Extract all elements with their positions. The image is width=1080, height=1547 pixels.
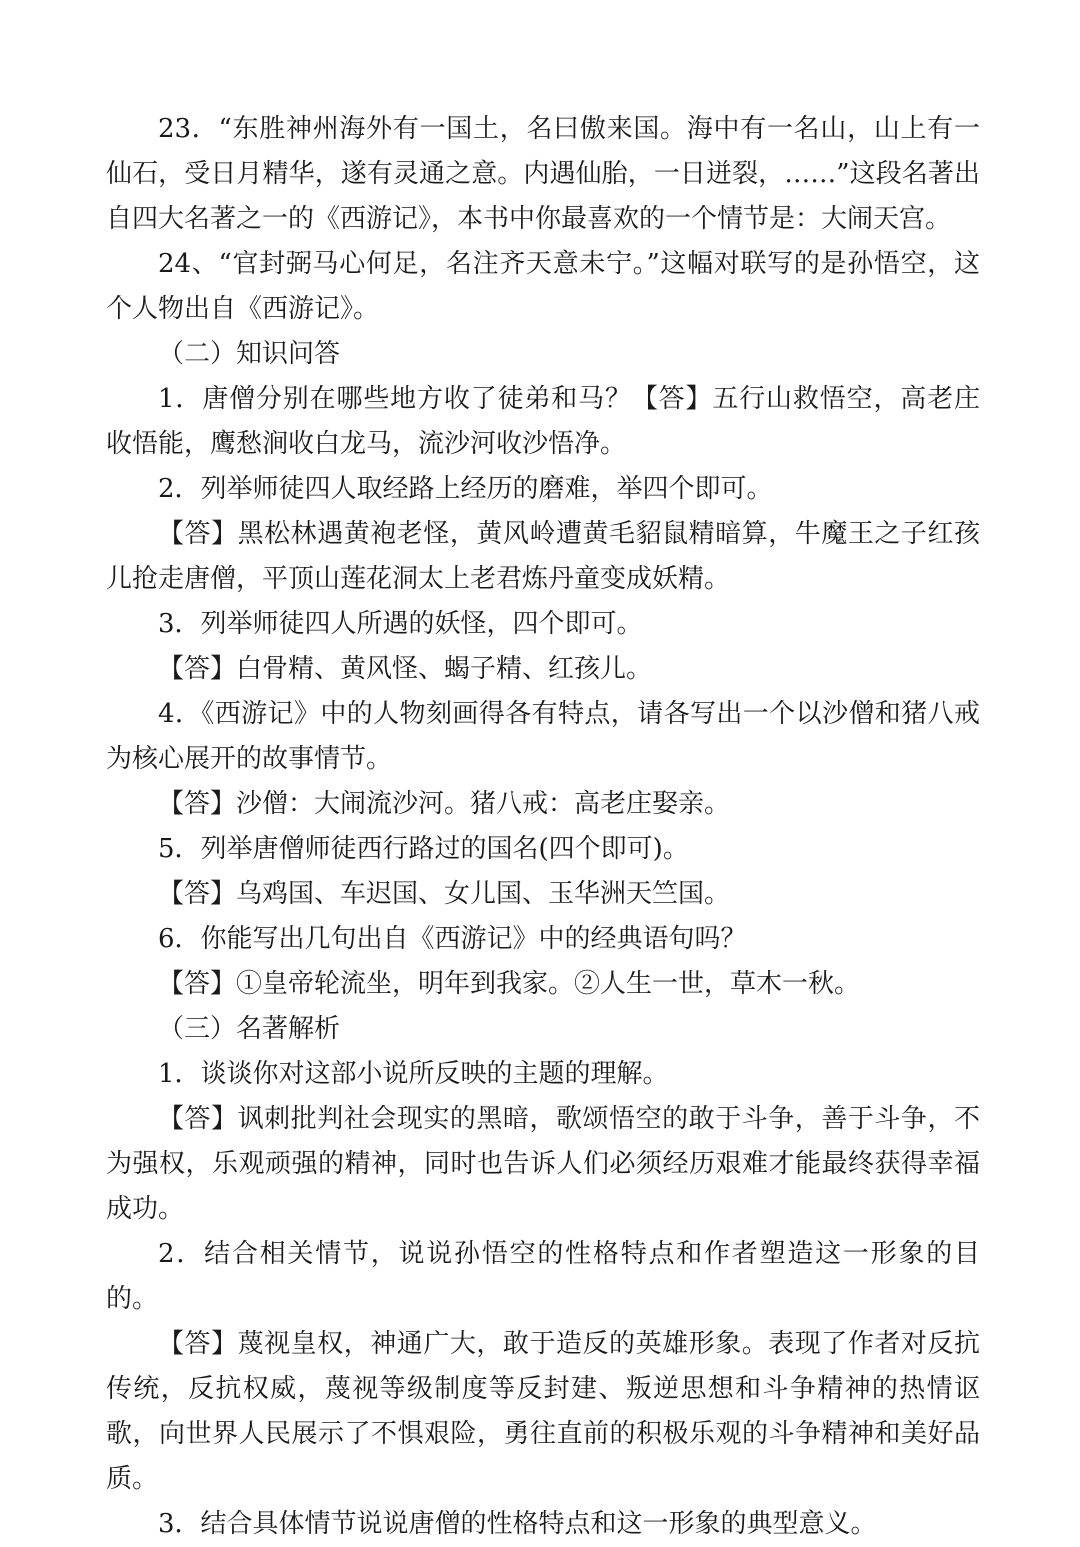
paragraph-q23: 23．“东胜神州海外有一国土，名曰傲来国。海中有一名山，山上有一仙石，受日月精华，遂有灵通之意。内遇仙胎，一日迸裂，……”这段名著出自四大名著之一的《西游记》，本书中你最喜欢的一个情节是：大闹天宫。 <box>106 114 980 234</box>
paragraph-analysis-1: 1．谈谈你对这部小说所反映的主题的理解。 <box>158 1059 669 1089</box>
paragraph-analysis-2: 2．结合相关情节，说说孙悟空的性格特点和作者塑造这一形象的目的。 <box>106 1239 980 1314</box>
paragraph-qa-6-answer: 【答】①皇帝轮流坐，明年到我家。②人生一世，草木一秋。 <box>158 969 861 999</box>
paragraph-qa-2-answer: 【答】黑松林遇黄袍老怪，黄风岭遭黄毛貂鼠精暗算，牛魔王之子红孩儿抢走唐僧，平顶山莲花洞太上老君炼丹童变成妖精。 <box>106 519 980 594</box>
section-heading-knowledge-qa: （二）知识问答 <box>158 339 341 369</box>
paragraph-qa-1: 1．唐僧分别在哪些地方收了徒弟和马？【答】五行山救悟空，高老庄收悟能，鹰愁涧收白龙马，流沙河收沙悟净。 <box>106 384 980 459</box>
paragraph-analysis-2-answer: 【答】蔑视皇权，神通广大，敢于造反的英雄形象。表现了作者对反抗传统，反抗权威，蔑视等级制度等反封建、叛逆思想和斗争精神的热情讴歌，向世界人民展示了不惧艰险，勇往直前的积极乐观的斗争精神和美好品质。 <box>106 1329 980 1494</box>
paragraph-qa-3: 3．列举师徒四人所遇的妖怪，四个即可。 <box>158 609 643 639</box>
paragraph-qa-4: 4．《西游记》中的人物刻画得各有特点，请各写出一个以沙僧和猪八戒为核心展开的故事情节。 <box>106 699 980 774</box>
paragraph-analysis-3: 3．结合具体情节说说唐僧的性格特点和这一形象的典型意义。 <box>158 1509 877 1539</box>
paragraph-analysis-1-answer: 【答】讽刺批判社会现实的黑暗，歌颂悟空的敢于斗争，善于斗争，不为强权，乐观顽强的精神，同时也告诉人们必须经历艰难才能最终获得幸福成功。 <box>106 1104 980 1224</box>
paragraph-qa-5: 5．列举唐僧师徒西行路过的国名(四个即可)。 <box>158 834 689 864</box>
paragraph-qa-4-answer: 【答】沙僧：大闹流沙河。猪八戒：高老庄娶亲。 <box>158 789 731 819</box>
paragraph-qa-5-answer: 【答】乌鸡国、车迟国、女儿国、玉华洲天竺国。 <box>158 879 731 909</box>
section-heading-book-analysis: （三）名著解析 <box>158 1014 341 1044</box>
paragraph-qa-2: 2．列举师徒四人取经路上经历的磨难，举四个即可。 <box>158 474 773 504</box>
paragraph-qa-6: 6．你能写出几句出自《西游记》中的经典语句吗？ <box>158 924 747 954</box>
paragraph-q24: 24、“官封弼马心何足，名注齐天意未宁。”这幅对联写的是孙悟空，这个人物出自《西游记》。 <box>106 249 980 324</box>
paragraph-qa-3-answer: 【答】白骨精、黄风怪、蝎子精、红孩儿。 <box>158 654 653 684</box>
